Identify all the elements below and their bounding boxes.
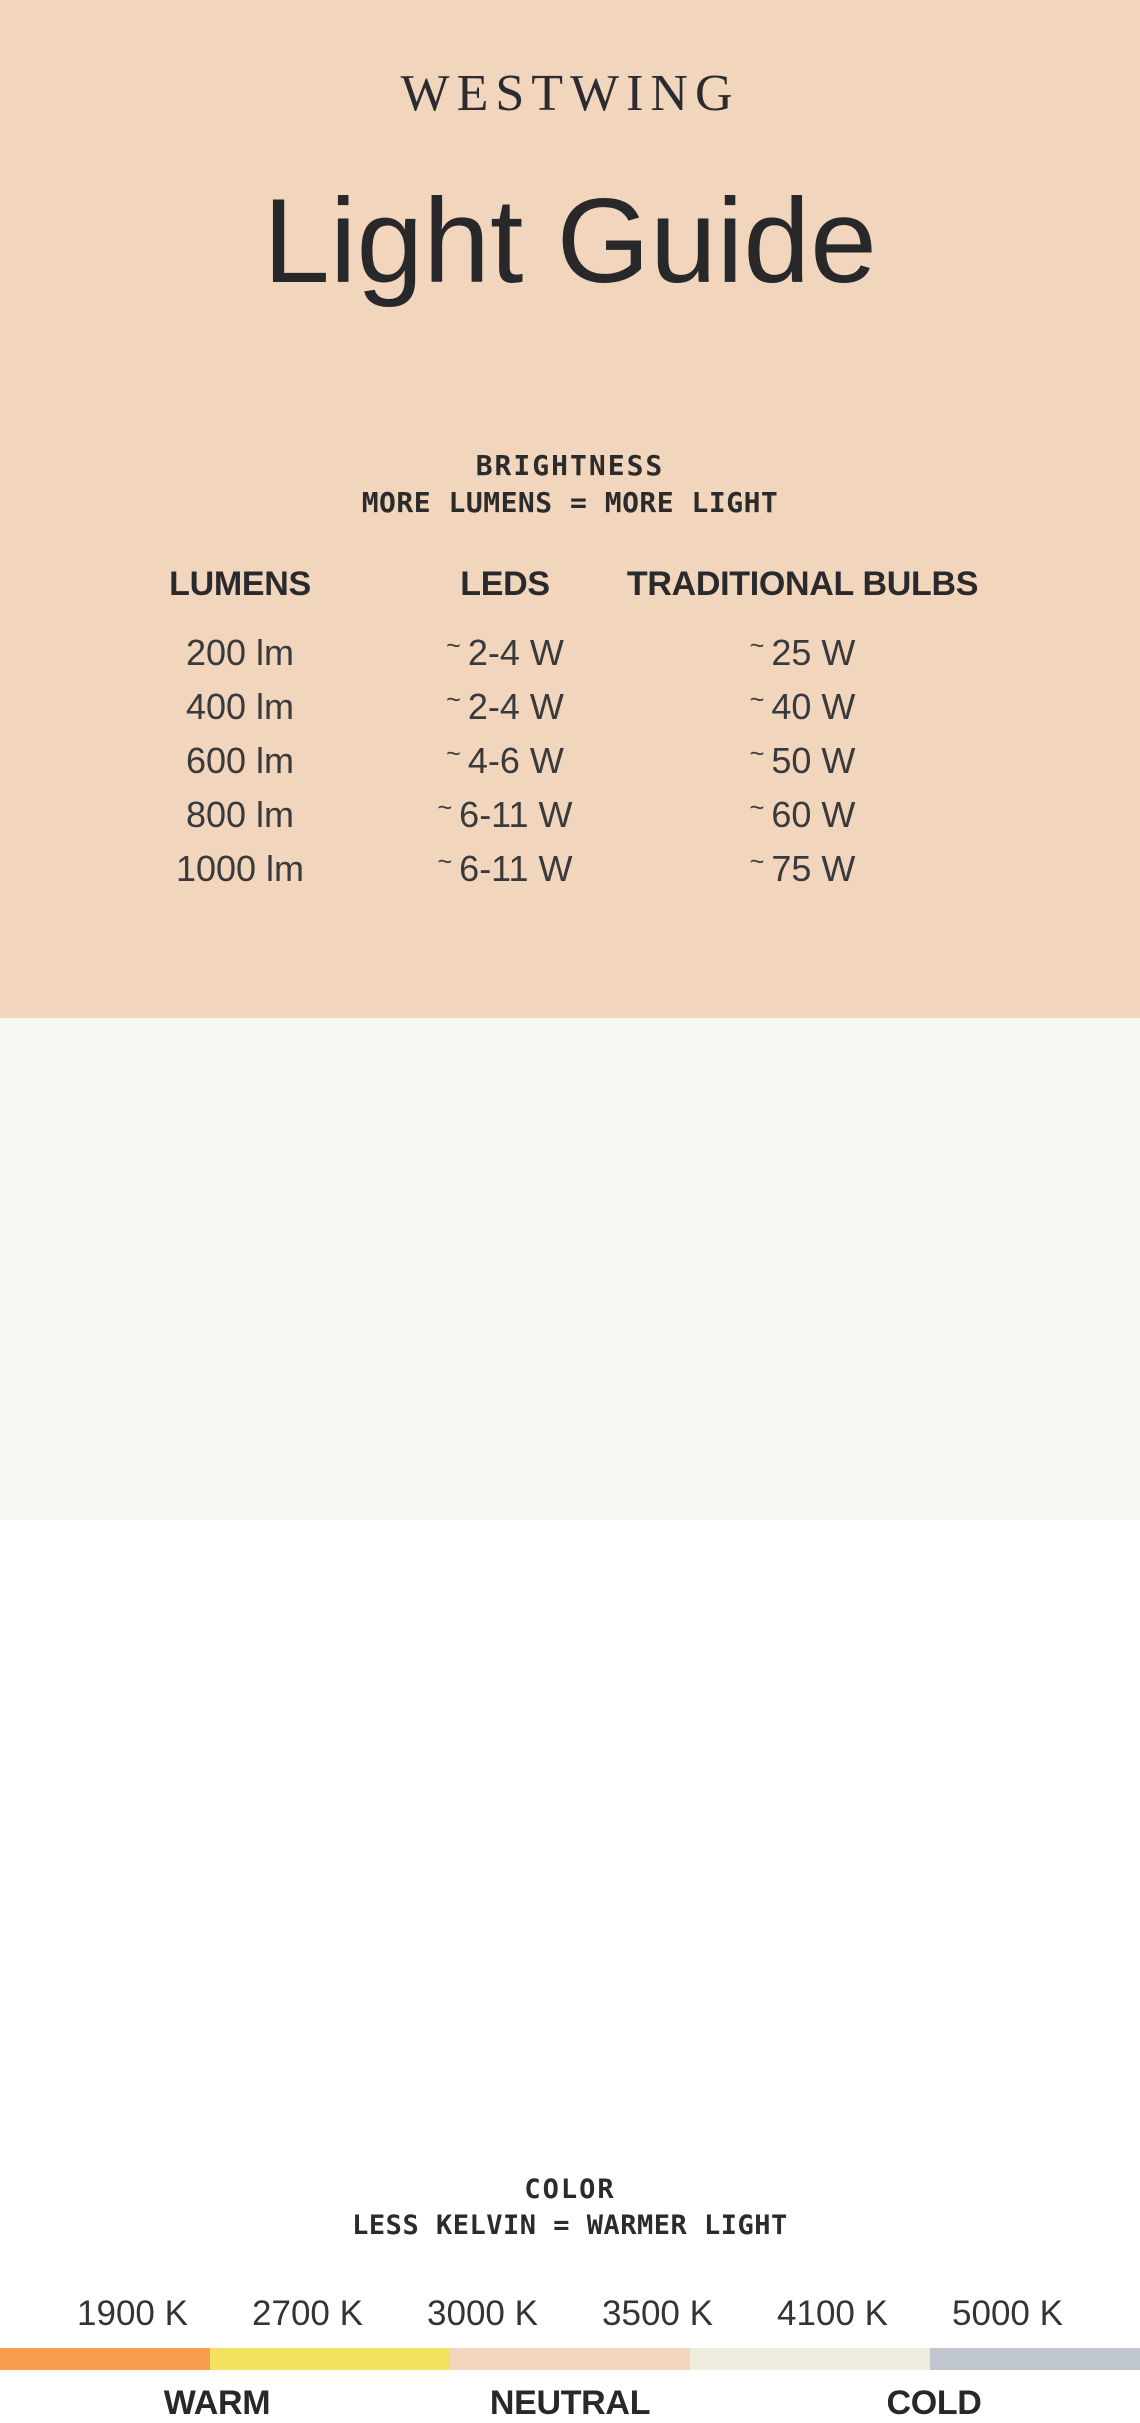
approx-symbol: ~ [749,794,765,823]
brightness-table-body [130,626,945,896]
page-title: Light Guide [263,174,877,308]
color-subheading: LESS KELVIN = WARMER LIGHT [352,2210,788,2241]
table-row [130,842,945,896]
approx-symbol: ~ [437,848,453,877]
approx-symbol: ~ [749,686,765,715]
column-header-leds: LEDS [460,564,550,603]
neutral-peach-segment [450,2348,690,2370]
approx-symbol: ~ [446,686,461,715]
approx-symbol: ~ [749,848,765,877]
led-watts-value: ~ 2-4 W [446,632,564,673]
table-row [130,680,945,734]
table-row [130,788,945,842]
lumens-value: 400 lm [185,686,295,727]
traditional-watts-value: ~ 60 W [749,794,856,835]
kelvin-label: 3000 K [427,2294,538,2333]
approx-symbol: ~ [446,740,461,769]
brand-logo: WESTWING [400,65,740,122]
traditional-watts-value: ~ 50 W [749,740,856,781]
lumens-value: 1000 lm [175,848,305,889]
brightness-heading: BRIGHTNESS [475,449,665,482]
table-row [130,626,945,680]
lumens-value: 200 lm [185,632,295,673]
color-heading: COLOR [524,2174,616,2205]
kelvin-label: 4100 K [777,2294,888,2333]
column-header-traditional-bulbs: TRADITIONAL BULBS [626,564,979,603]
led-watts-value: ~ 6-11 W [437,848,573,889]
kelvin-label: 2700 K [252,2294,363,2333]
lumens-value: 600 lm [185,740,295,781]
table-row [130,734,945,788]
kelvin-label: 3500 K [602,2294,713,2333]
temperature-label-cold: COLD [886,2384,982,2422]
color-section [0,1018,1140,2422]
kelvin-scale-labels [0,2294,1140,2334]
traditional-watts-value: ~ 25 W [749,632,856,673]
brightness-table [130,564,979,896]
led-watts-value: ~ 6-11 W [437,794,573,835]
approx-symbol: ~ [437,794,453,823]
temperature-label-neutral: NEUTRAL [489,2384,651,2422]
column-header-lumens: LUMENS [169,564,311,603]
approx-symbol: ~ [749,632,765,661]
warm-orange-segment [0,2348,210,2370]
brightness-subheading: MORE LUMENS = MORE LIGHT [361,486,779,519]
lumens-value: 800 lm [185,794,295,835]
approx-symbol: ~ [749,740,765,769]
brightness-section [0,0,1140,1018]
temperature-label-warm: WARM [163,2384,271,2422]
cold-gray-blue-segment [930,2348,1140,2370]
led-watts-value: ~ 4-6 W [446,740,564,781]
color-temperature-bar [0,2348,1140,2370]
traditional-watts-value: ~ 75 W [749,848,856,889]
warm-yellow-segment [210,2348,450,2370]
brightness-table-header-row [130,564,979,604]
approx-symbol: ~ [446,632,461,661]
traditional-watts-value: ~ 40 W [749,686,856,727]
kelvin-label: 5000 K [952,2294,1063,2333]
kelvin-label: 1900 K [77,2294,188,2333]
neutral-cream-segment [690,2348,930,2370]
led-watts-value: ~ 2-4 W [446,686,564,727]
